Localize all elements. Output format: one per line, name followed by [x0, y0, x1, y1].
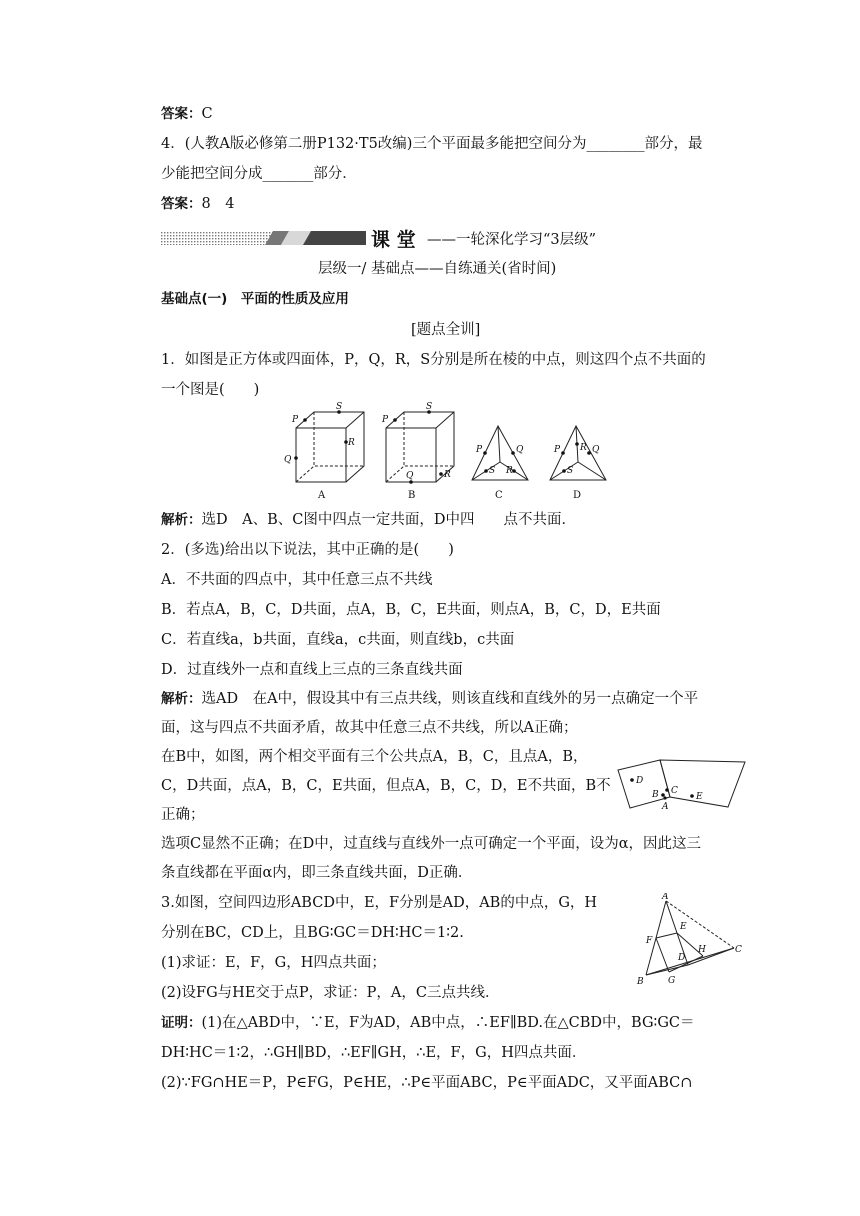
point-label: H — [698, 945, 706, 955]
question-4-line-1: 4．(人教A版必修第二册P132·T5改编)三个平面最多能把空间分为________部分，最 — [161, 136, 703, 152]
question-3-proof-line-3: (2)∵FG∩HE＝P，P∈FG，P∈HE，∴P∈平面ABC，P∈平面ADC，又平面ABC∩ — [161, 1075, 693, 1091]
question-2-analysis-line-3: 在B中，如图，两个相交平面有三个公共点A，B，C，且点A，B， — [161, 749, 588, 765]
answer-value: 8 4 — [201, 196, 235, 212]
point-label: Q — [284, 455, 292, 465]
point-label: R — [506, 466, 513, 476]
section-subheading: [题点全训] — [411, 322, 481, 338]
question-2-option-d: D．过直线外一点和直线上三点的三条直线共面 — [161, 662, 463, 678]
level-heading: 层级一/ 基础点——自练通关(省时间) — [318, 261, 557, 277]
question-2-analysis-line-4: C，D共面，点A，B，C，E共面，但点A，B，C，D，E不共面，B不 — [161, 778, 611, 794]
question-3-proof-line-2: DH∶HC＝1∶2，∴GH∥BD，∴EF∥GH，∴E，F，G，H四点共面． — [161, 1045, 587, 1061]
analysis-text: 选D A、B、C图中四点一定共面，D中四 点不共面． — [201, 512, 576, 528]
answer-label: 答案： — [161, 196, 202, 212]
question-1-line-2: 一个图是( ) — [161, 382, 260, 398]
point-label: R — [348, 438, 355, 448]
question-2-analysis-line-6: 选项C显然不正确；在D中，过直线与直线外一点可确定一个平面，设为α，因此这三 — [161, 836, 702, 852]
analysis-text: 选AD 在A中，假设其中有三点共线，则该直线和直线外的另一点确定一个平 — [201, 691, 699, 707]
question-2-option-c: C．若直线a，b共面，直线a，c共面，则直线b，c共面 — [161, 632, 515, 648]
answer-value: C — [201, 106, 213, 122]
banner-title: 课 堂 — [371, 229, 416, 251]
question-2-analysis-line-7: 条直线都在平面α内，即三条直线共面，D正确． — [161, 865, 473, 881]
figure-label-d: D — [573, 490, 582, 501]
analysis-label: 解析： — [161, 512, 202, 528]
proof-text: (1)在△ABD中，∵E，F为AD，AB中点，∴EF∥BD.在△CBD中，BG∶GC＝ — [201, 1015, 695, 1031]
point-label: Q — [406, 471, 414, 481]
banner-subtitle: ——一轮深化学习“3层级” — [427, 232, 597, 248]
point-label: S — [567, 466, 574, 476]
answer-label: 答案： — [161, 106, 202, 122]
point-label: S — [489, 466, 496, 476]
question-3-part-2: (2)设FG与HE交于点P，求证：P，A，C三点共线． — [161, 985, 500, 1001]
question-2-stem: 2．(多选)给出以下说法，其中正确的是( ) — [161, 542, 454, 558]
question-2-analysis-line-5: 正确； — [161, 807, 205, 823]
point-label: A — [662, 893, 669, 902]
question-3-proof-line-1 — [161, 1013, 695, 1033]
point-label: B — [637, 977, 644, 987]
proof-label: 证明： — [161, 1015, 202, 1031]
figure-label-a: A — [318, 490, 326, 501]
section-banner — [161, 226, 731, 250]
point-label: R — [444, 470, 451, 480]
question-1-line-1: 1．如图是正方体或四面体，P，Q，R，S分别是所在棱的中点，则这四个点不共面的 — [161, 352, 706, 368]
figure-label-b: B — [408, 490, 416, 501]
question-1-figures — [278, 402, 618, 502]
point-label: S — [336, 402, 343, 412]
point-label: Q — [516, 445, 524, 455]
intersecting-planes-figure — [610, 752, 750, 822]
question-2-option-b: B．若点A，B，C，D共面，点A，B，C，E共面，则点A，B，C，D，E共面 — [161, 602, 661, 618]
answer-84 — [161, 194, 234, 214]
question-3-line-1: 3.如图，空间四边形ABCD中，E，F分别是AD，AB的中点，G，H — [161, 895, 598, 911]
point-label: C — [671, 786, 678, 796]
question-3-line-2: 分别在BC，CD上，且BG∶GC＝DH∶HC＝1∶2. — [161, 925, 464, 941]
spatial-quadrilateral-figure — [628, 893, 746, 989]
question-1-analysis — [161, 510, 576, 530]
question-2-option-a: A．不共面的四点中，其中任意三点不共线 — [161, 572, 433, 588]
point-label: Q — [592, 445, 600, 455]
point-label: P — [476, 445, 483, 455]
point-label: G — [668, 976, 676, 986]
figure-label-c: C — [495, 490, 503, 501]
point-label: E — [696, 792, 703, 802]
point-label: P — [382, 415, 389, 425]
question-2-analysis-line-1 — [161, 689, 698, 709]
question-3-part-1: (1)求证：E，F，G，H四点共面； — [161, 955, 386, 971]
point-label: P — [554, 445, 561, 455]
section-heading: 基础点(一) 平面的性质及应用 — [161, 291, 349, 307]
question-2-analysis-line-2: 面，这与四点不共面矛盾，故其中任意三点不共线，所以A正确； — [161, 720, 578, 736]
analysis-label: 解析： — [161, 691, 202, 707]
point-label: E — [680, 922, 687, 932]
banner-decoration-icon — [161, 226, 371, 250]
answer-c — [161, 104, 213, 124]
point-label: C — [735, 945, 742, 955]
point-label: F — [646, 936, 653, 946]
point-label: S — [426, 402, 433, 412]
point-label: P — [292, 415, 299, 425]
point-label: D — [636, 776, 644, 786]
point-label: R — [580, 443, 587, 453]
question-4-line-2: 少能把空间分成_______部分． — [161, 166, 357, 182]
point-label: B — [652, 790, 659, 800]
point-label: A — [662, 802, 669, 812]
point-label: D — [678, 953, 686, 963]
